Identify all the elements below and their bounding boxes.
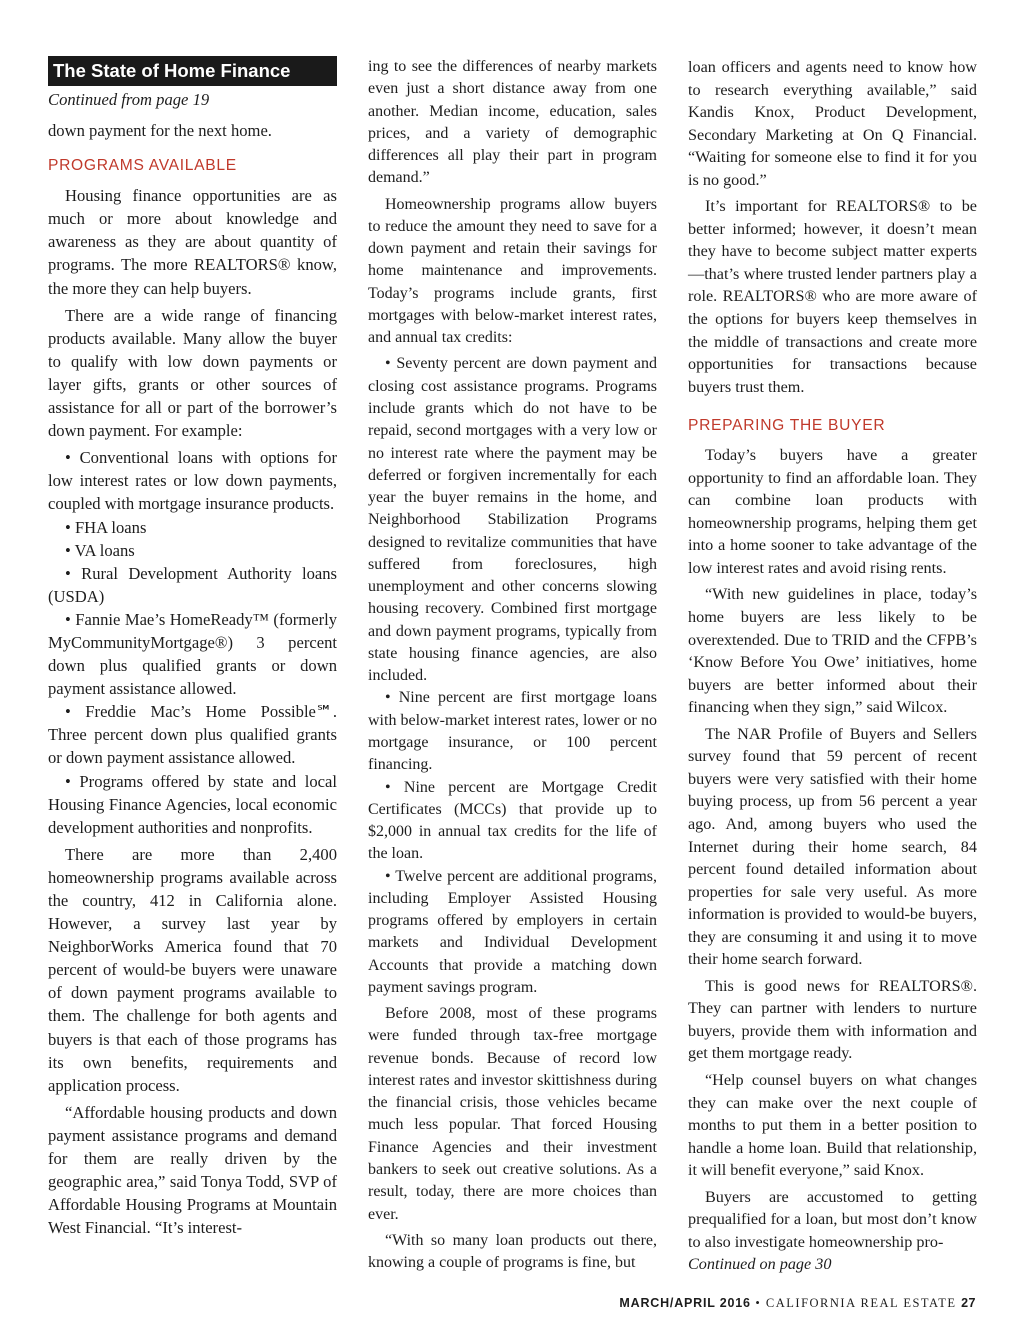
section-banner-title: The State of Home Finance: [48, 56, 337, 86]
paragraph: loan officers and agents need to know how to research everything available,” said Kandis Knox, Product Development, Secondary Marketing at On Q Financial. “Waiting for someone else to find it for you is no good.”: [688, 58, 977, 189]
bullet-item: • FHA loans: [65, 517, 147, 537]
section-heading-preparing-the-buyer: PREPARING THE BUYER: [688, 417, 886, 435]
paragraph: Housing finance opportunities are as much or more about knowledge and awareness as they are about quantity of programs. The more REALTORS® know, the more they can help buyers.: [48, 186, 337, 298]
paragraph: Buyers are accustomed to getting prequalified for a loan, but most don’t know to also investigate homeownership pro-: [688, 1187, 977, 1251]
bullet-item: • Nine percent are Mortgage Credit Certificates (MCCs) that provide up to $2,000 in annual tax credits for the life of the loan.: [368, 778, 657, 863]
paragraph: Homeownership programs allow buyers to reduce the amount they need to save for a down payment and retain their savings for home maintenance and improvements. Today’s programs include grants, first mortgages with below-market interest rates, and annual tax credits:: [368, 195, 657, 347]
bullet-item: • Conventional loans with options for low interest rates or low down payments, coupled with mortgage insurance products.: [48, 448, 337, 514]
footer-page-number: 27: [961, 1296, 976, 1310]
paragraph: There are more than 2,400 homeownership programs available across the country, 412 in California alone. However, a survey last year by NeighborWorks America found that 70 percent of would-be buyers were unaware of down payment programs available to them. The challenge for both agents and buyers is that each of those programs has its own benefits, requirements and application process.: [48, 844, 337, 1095]
bullet-item: • Nine percent are first mortgage loans with below-market interest rates, lower or no mortgage insurance, or 100 percent financing.: [368, 689, 657, 774]
paragraph: Before 2008, most of these programs were funded through tax-free mortgage revenue bonds. Because of record low interest rates and investor skittishness during the financial crisis, those vehicles became much less popular. That forced Housing Finance Agencies and their investment bankers to seek out creative solutions. As a result, today, there are more choices than ever.: [368, 1005, 657, 1223]
footer-issue-date: MARCH/APRIL 2016: [619, 1296, 751, 1310]
paragraph: Today’s buyers have a greater opportunity to find an affordable loan. They can combine loan products with homeownership programs, helping them get into a home sooner to take advantage of the low interest rates and avoid rising rents.: [688, 446, 977, 577]
paragraph: “With new guidelines in place, today’s home buyers are less likely to be overextended. Due to TRID and the CFPB’s ‘Know Before You Owe’ initiatives, home buyers are better informed about their financing when they sign,” said Wilcox.: [688, 585, 977, 717]
continued-from-note: Continued from page 19: [48, 90, 210, 109]
article-column-1: [48, 56, 337, 1239]
paragraph: The NAR Profile of Buyers and Sellers survey found that 59 percent of recent buyers were very satisfied with their home buying process, up from 56 percent a year ago. And, among buyers who used the Internet during their home search, 84 percent found detailed information about properties for sale very useful. As more information is provided to would-be buyers, they are consuming it and using it to move their home search forward.: [688, 724, 977, 969]
page-footer: [619, 1296, 976, 1311]
bullet-item: • Freddie Mac’s Home Possible℠. Three percent down plus qualified grants or down payment assistance allowed.: [48, 702, 337, 768]
bullet-item: • Seventy percent are down payment and closing cost assistance programs. Programs include grants which do not have to be repaid, second mortgages with a very low or no interest rate where the payment may be deferred or forgiven incrementally for each year the buyer remains in the home, and Neighborhood Stabilization Programs designed to revitalize communities that have suffered from foreclosures, high unemployment and other concerns slowing housing recovery. Combined first mortgage and down payment programs, typically from state housing finance agencies, are also included.: [368, 355, 657, 685]
article-column-3: [688, 56, 977, 1276]
bullet-item: • Rural Development Authority loans (USDA): [48, 563, 337, 606]
paragraph: There are a wide range of financing products available. Many allow the buyer to qualify with low down payments or layer gifts, grants or other sources of assistance for all or part of the borrower’s down payment. For example:: [48, 305, 337, 441]
footer-separator: •: [755, 1296, 762, 1310]
footer-magazine-name: CALIFORNIA REAL ESTATE: [765, 1296, 957, 1310]
paragraph: ing to see the differences of nearby markets even just a short distance away from one another. Median income, education, sales prices, and a variety of demographic differences all play their part in program demand.”: [368, 58, 657, 187]
paragraph: “Affordable housing products and down payment assistance programs and demand for them are really driven by the geographic area,” said Tonya Todd, SVP of Affordable Housing Programs at Mountain West Financial. “It’s interest-: [48, 1102, 337, 1238]
continued-on-note: Continued on page 30: [688, 1255, 832, 1274]
paragraph: “Help counsel buyers on what changes they can make over the next couple of months to put them in a better position to handle a home loan. Build that relationship, it will benefit everyone,” said Knox.: [688, 1070, 977, 1180]
bullet-item: • Programs offered by state and local Housing Finance Agencies, local economic development authorities and nonprofits.: [48, 771, 337, 837]
section-heading-programs-available: PROGRAMS AVAILABLE: [48, 157, 237, 175]
bullet-item: • VA loans: [65, 540, 135, 560]
bullet-item: • Fannie Mae’s HomeReady™ (formerly MyCommunityMortgage®) 3 percent down plus qualified grants or down payment assistance allowed.: [48, 609, 337, 699]
article-column-2: [368, 56, 657, 1274]
bullet-item: • Twelve percent are additional programs, including Employer Assisted Housing programs offered by employers in certain markets and Individual Development Accounts that provide a matching down payment savings program.: [368, 867, 657, 996]
paragraph: down payment for the next home.: [48, 121, 272, 141]
paragraph: “With so many loan products out there, knowing a couple of programs is fine, but: [368, 1231, 657, 1272]
paragraph: It’s important for REALTORS® to be better informed; however, it doesn’t mean they have to become subject matter experts—that’s where trusted lender partners play a role. REALTORS® who are more aware of the options for buyers keep themselves in the middle of transactions and create more opportunities for transactions because buyers trust them.: [688, 197, 977, 396]
paragraph: This is good news for REALTORS®. They can partner with lenders to nurture buyers, provide them with information and get them mortgage ready.: [688, 976, 977, 1063]
